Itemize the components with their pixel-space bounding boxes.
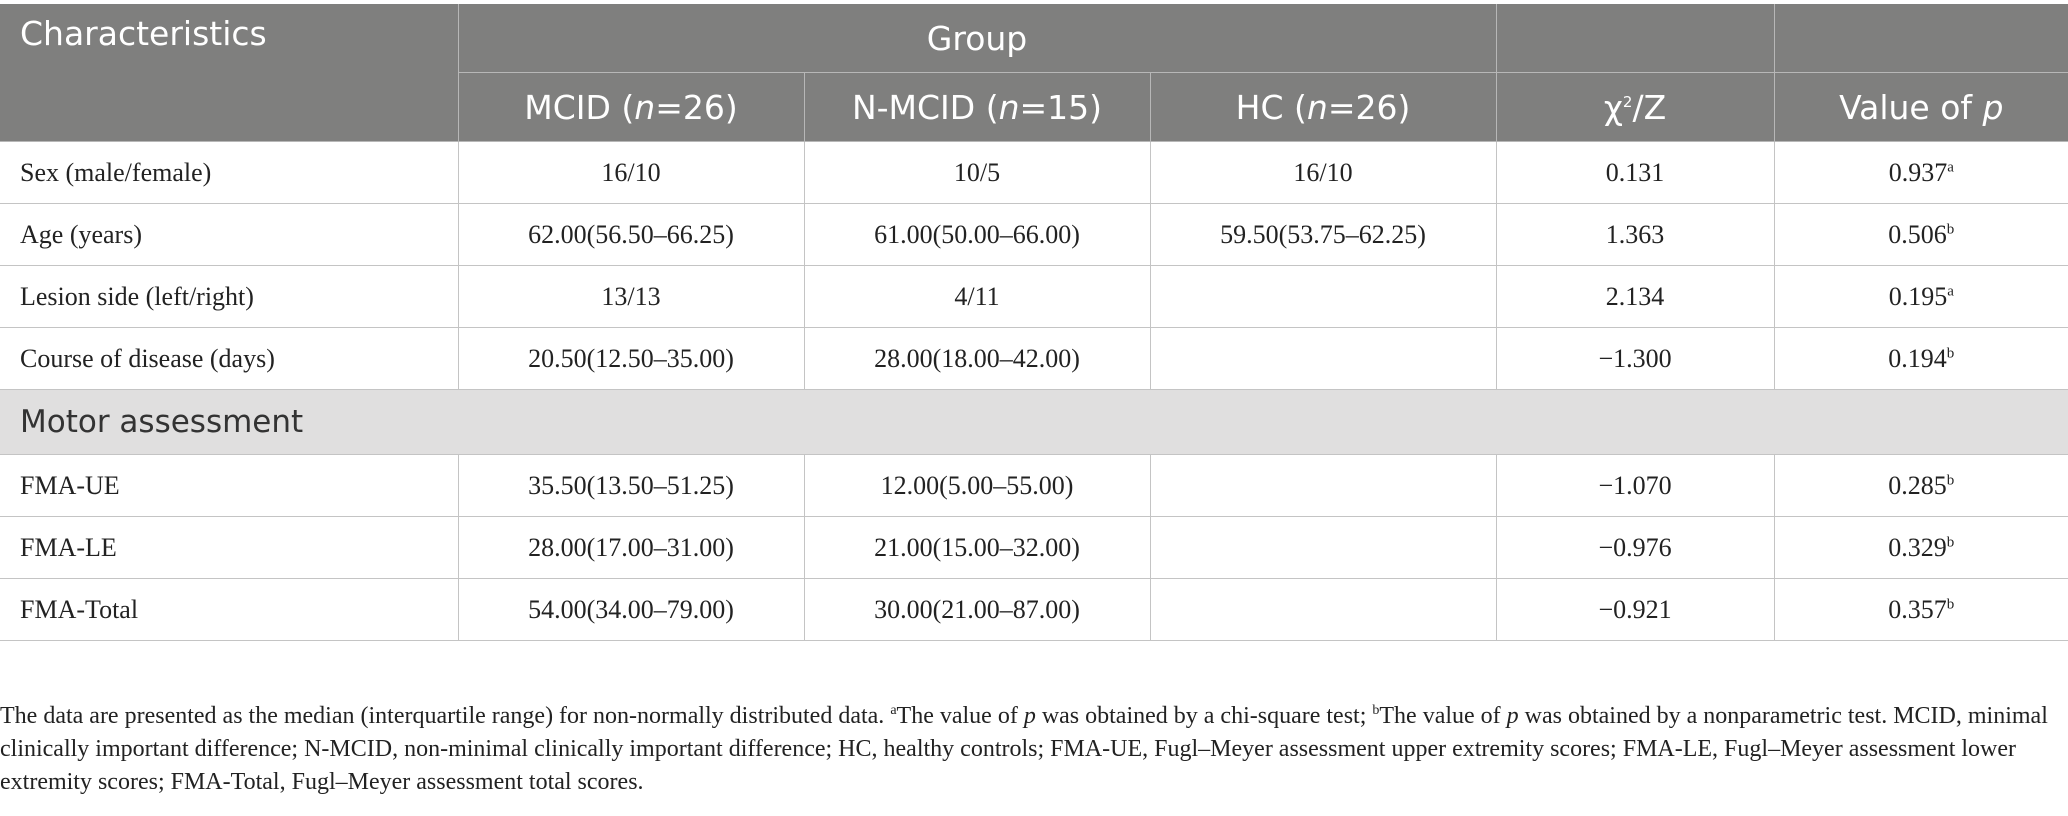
table-row xyxy=(0,204,2068,266)
cell-stat: 0.131 xyxy=(1496,142,1774,204)
cell-nmcid: 12.00(5.00–55.00) xyxy=(804,455,1150,517)
cell-stat: −0.921 xyxy=(1496,579,1774,641)
cell-stat: 1.363 xyxy=(1496,204,1774,266)
cell-hc: 16/10 xyxy=(1150,142,1496,204)
cell-p: 0.285$^b$ xyxy=(1774,455,2068,517)
cell-hc xyxy=(1150,455,1496,517)
header-row-1 xyxy=(0,4,2068,73)
cell-stat: 2.134 xyxy=(1496,266,1774,328)
cell-mcid: 20.50(12.50–35.00) xyxy=(458,328,804,390)
cell-mcid: 28.00(17.00–31.00) xyxy=(458,517,804,579)
characteristics-table xyxy=(0,4,2068,641)
header-group: Group xyxy=(458,4,1496,73)
header-empty-stat xyxy=(1496,4,1774,73)
cell-nmcid: 4/11 xyxy=(804,266,1150,328)
section-title: Motor assessment xyxy=(0,390,2068,455)
row-label: FMA-UE xyxy=(0,455,458,517)
cell-hc xyxy=(1150,328,1496,390)
header-nmcid: N-MCID (n=15) xyxy=(804,73,1150,142)
cell-hc xyxy=(1150,517,1496,579)
header-empty-p xyxy=(1774,4,2068,73)
header-mcid: MCID (n=26) xyxy=(458,73,804,142)
cell-mcid: 54.00(34.00–79.00) xyxy=(458,579,804,641)
table-row xyxy=(0,328,2068,390)
table-row xyxy=(0,517,2068,579)
row-label: Course of disease (days) xyxy=(0,328,458,390)
cell-nmcid: 10/5 xyxy=(804,142,1150,204)
cell-mcid: 62.00(56.50–66.25) xyxy=(458,204,804,266)
header-chi-z: $\chi^2/Z$ xyxy=(1496,73,1774,142)
section-row-motor-assessment xyxy=(0,390,2068,455)
cell-stat: −1.070 xyxy=(1496,455,1774,517)
cell-nmcid: 61.00(50.00–66.00) xyxy=(804,204,1150,266)
row-label: Lesion side (left/right) xyxy=(0,266,458,328)
cell-p: 0.357$^b$ xyxy=(1774,579,2068,641)
cell-mcid: 13/13 xyxy=(458,266,804,328)
cell-stat: −1.300 xyxy=(1496,328,1774,390)
cell-p: 0.506$^b$ xyxy=(1774,204,2068,266)
cell-p: 0.329$^b$ xyxy=(1774,517,2068,579)
cell-nmcid: 21.00(15.00–32.00) xyxy=(804,517,1150,579)
cell-nmcid: 30.00(21.00–87.00) xyxy=(804,579,1150,641)
table-body xyxy=(0,142,2068,641)
table-row xyxy=(0,579,2068,641)
table-row xyxy=(0,142,2068,204)
header-p-value: Value of p xyxy=(1774,73,2068,142)
table-header xyxy=(0,4,2068,142)
cell-p: 0.194$^b$ xyxy=(1774,328,2068,390)
cell-p: 0.195$^a$ xyxy=(1774,266,2068,328)
header-characteristics: Characteristics xyxy=(0,4,458,142)
header-hc: HC (n=26) xyxy=(1150,73,1496,142)
cell-mcid: 16/10 xyxy=(458,142,804,204)
cell-hc: 59.50(53.75–62.25) xyxy=(1150,204,1496,266)
table-row xyxy=(0,455,2068,517)
cell-hc xyxy=(1150,579,1496,641)
row-label: Sex (male/female) xyxy=(0,142,458,204)
cell-stat: −0.976 xyxy=(1496,517,1774,579)
table-footnote: The data are presented as the median (interquartile range) for non-normally distributed data. $^a$The value of p was obtained by a chi-square test; $^b$The value of p was obtained by a nonparametric test. MCID, minimal clinically important difference; N-MCID, non-minimal clinically important difference; HC, healthy controls; FMA-UE, Fugl–Meyer assessment upper extremity scores; FMA-LE, Fugl–Meyer assessment lower extremity scores; FMA-Total, Fugl–Meyer assessment total scores. xyxy=(0,703,2048,795)
table-container xyxy=(0,4,2068,641)
row-label: Age (years) xyxy=(0,204,458,266)
table-row xyxy=(0,266,2068,328)
cell-p: 0.937$^a$ xyxy=(1774,142,2068,204)
row-label: FMA-Total xyxy=(0,579,458,641)
row-label: FMA-LE xyxy=(0,517,458,579)
cell-mcid: 35.50(13.50–51.25) xyxy=(458,455,804,517)
cell-nmcid: 28.00(18.00–42.00) xyxy=(804,328,1150,390)
cell-hc xyxy=(1150,266,1496,328)
